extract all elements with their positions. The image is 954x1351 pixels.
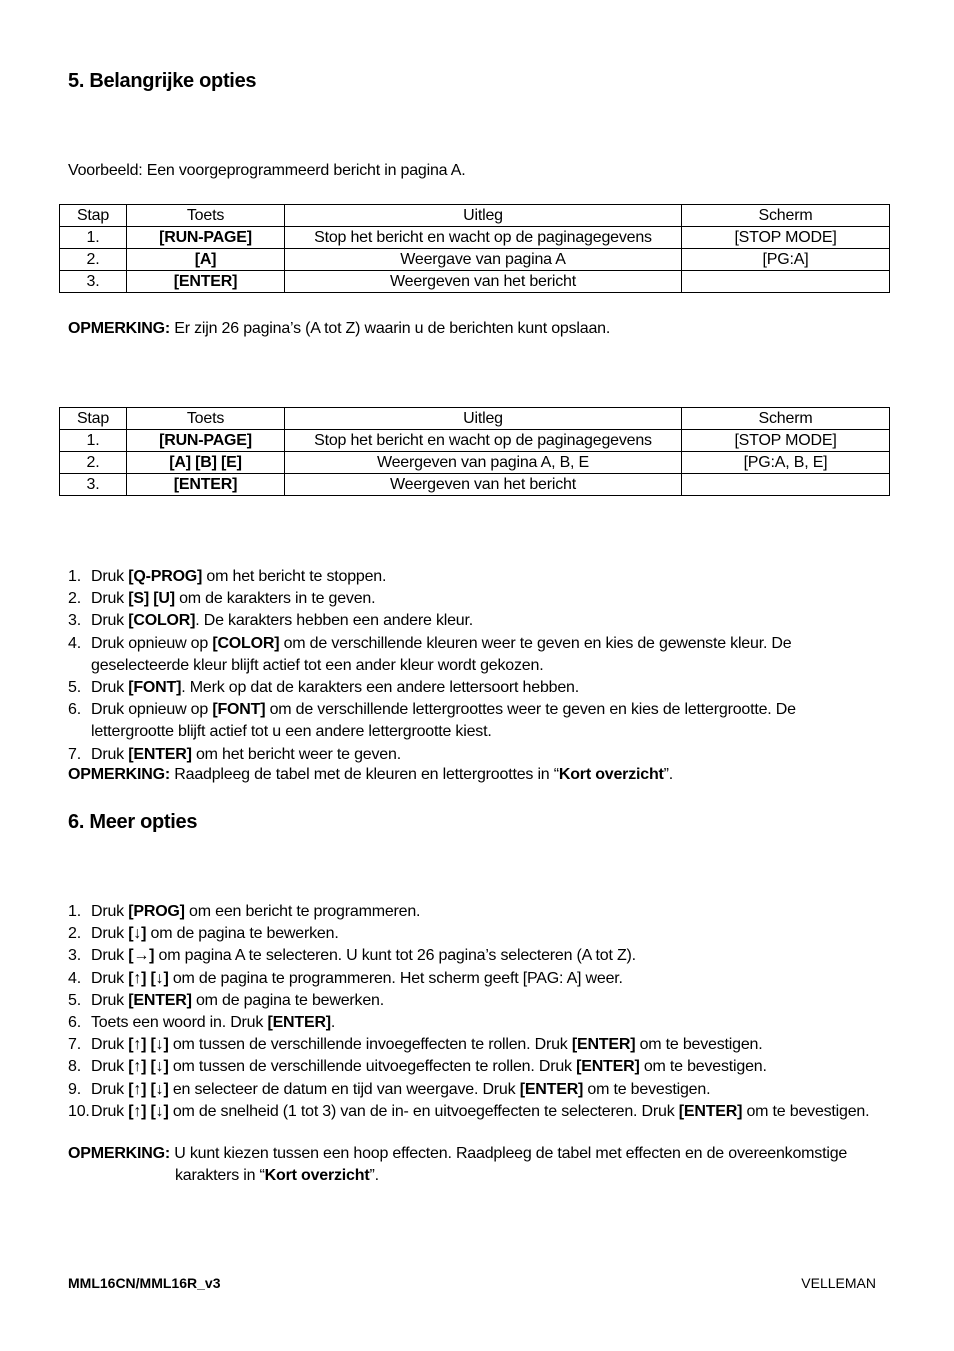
- table-row: [60, 452, 890, 474]
- key-label: [↑] [↓]: [128, 969, 169, 987]
- cell-screen: [682, 271, 890, 293]
- cell-explanation: Weergeven van het bericht: [285, 271, 682, 293]
- cell-explanation: Weergave van pagina A: [285, 249, 682, 271]
- cell-explanation: Weergeven van het bericht: [285, 474, 682, 496]
- table-row: [60, 271, 890, 293]
- list-item: 8. Druk [↑] [↓] om tussen de verschillende uitvoegeffecten te rollen. Druk [ENTER] om te bevestigen.: [68, 1056, 898, 1078]
- cell-screen: [STOP MODE]: [682, 227, 890, 249]
- cell-screen: [682, 474, 890, 496]
- table-row: [60, 474, 890, 496]
- key-label: [COLOR]: [212, 634, 280, 652]
- list-item: 4. Druk opnieuw op [COLOR] om de verschillende kleuren weer te geven en kies de gewenste kleur. De geselecteerde kleur blijft actief tot een ander kleur wordt gekozen.: [68, 634, 792, 674]
- key-label: [FONT]: [212, 701, 266, 719]
- key-label: [Q-PROG]: [128, 568, 203, 585]
- list-number: 3.: [68, 947, 81, 965]
- section-5-steps-list: [68, 566, 898, 766]
- list-item: 7. Druk [ENTER] om het bericht weer te geven.: [68, 744, 898, 766]
- cell-explanation: Stop het bericht en wacht op de paginagegevens: [285, 430, 682, 452]
- list-item: 5. Druk [ENTER] om de pagina te bewerken.: [68, 990, 898, 1012]
- list-number: 6.: [68, 1014, 81, 1032]
- cell-key: [A]: [127, 249, 285, 271]
- key-label: [ENTER]: [678, 1102, 743, 1120]
- header-uitleg: Uitleg: [285, 205, 682, 227]
- list-number: 8.: [68, 1058, 81, 1076]
- key-label: [ENTER]: [267, 1014, 331, 1032]
- list-item: 6. Toets een woord in. Druk [ENTER].: [68, 1012, 898, 1034]
- list-item: 5. Druk [FONT]. Merk op dat de karakters een andere lettersoort hebben.: [68, 677, 898, 699]
- steps-table-1: [59, 204, 890, 293]
- reference-link-text: Kort overzicht: [264, 1167, 370, 1184]
- cell-screen: [STOP MODE]: [682, 430, 890, 452]
- cell-key: [ENTER]: [127, 474, 285, 496]
- key-label: [↑] [↓]: [128, 1058, 169, 1076]
- header-toets: Toets: [127, 205, 285, 227]
- key-label: [→]: [128, 947, 155, 965]
- cell-step: 3.: [60, 271, 127, 293]
- key-label: [↑] [↓]: [128, 1036, 169, 1054]
- note-label: OPMERKING:: [68, 1145, 171, 1162]
- key-label: [PROG]: [128, 903, 185, 920]
- cell-step: 2.: [60, 249, 127, 271]
- list-item: 2. Druk [S] [U] om de karakters in te geven.: [68, 588, 898, 610]
- key-label: [COLOR]: [128, 612, 196, 630]
- table-row: [60, 430, 890, 452]
- key-label: [S] [U]: [128, 590, 175, 608]
- section-6-steps-list: [68, 901, 898, 1123]
- list-item: 10. Druk [↑] [↓] om de snelheid (1 tot 3) van de in- en uitvoegeffecten te selecteren. Druk [ENTER] om te bevestigen.: [68, 1101, 898, 1123]
- cell-step: 1.: [60, 227, 127, 249]
- cell-step: 1.: [60, 430, 127, 452]
- list-number: 7.: [68, 745, 81, 763]
- note-text: Er zijn 26 pagina’s (A tot Z) waarin u de berichten kunt opslaan.: [170, 320, 611, 337]
- list-item: 2. Druk [↓] om de pagina te bewerken.: [68, 923, 898, 945]
- header-scherm: Scherm: [682, 205, 890, 227]
- list-number: 2.: [68, 590, 81, 608]
- cell-step: 3.: [60, 474, 127, 496]
- key-label: [↓]: [128, 925, 147, 943]
- list-number: 1.: [68, 903, 81, 920]
- table-header-row: [60, 408, 890, 430]
- key-label: [FONT]: [128, 679, 182, 697]
- key-label: [ENTER]: [128, 745, 192, 763]
- reference-link-text: Kort overzicht: [558, 766, 664, 783]
- note-3-continuation: karakters in “Kort overzicht”.: [175, 1167, 379, 1184]
- cell-key: [RUN-PAGE]: [127, 227, 285, 249]
- cell-key: [A] [B] [E]: [127, 452, 285, 474]
- footer-brand: VELLEMAN: [801, 1275, 876, 1291]
- note-label: OPMERKING:: [68, 766, 171, 783]
- list-item: 9. Druk [↑] [↓] en selecteer de datum en tijd van weergave. Druk [ENTER] om te bevestigen.: [68, 1079, 898, 1101]
- list-number: 4.: [68, 969, 81, 987]
- footer-model: MML16CN/MML16R_v3: [68, 1275, 221, 1291]
- list-number: 3.: [68, 612, 81, 630]
- list-item: 4. Druk [↑] [↓] om de pagina te programmeren. Het scherm geeft [PAG: A] weer.: [68, 968, 898, 990]
- list-item: 3. Druk [COLOR]. De karakters hebben een andere kleur.: [68, 610, 898, 632]
- cell-screen: [PG:A]: [682, 249, 890, 271]
- table-header-row: [60, 205, 890, 227]
- note-3: OPMERKING: U kunt kiezen tussen een hoop effecten. Raadpleeg de tabel met effecten en de overeenkomstige: [68, 1145, 848, 1162]
- section-6-heading: 6. Meer opties: [68, 811, 198, 833]
- list-number: 6.: [68, 701, 81, 719]
- list-item: 1. Druk [PROG] om een bericht te programmeren.: [68, 901, 898, 923]
- key-label: [↑] [↓]: [128, 1080, 169, 1098]
- list-number: 2.: [68, 925, 81, 943]
- list-number: 4.: [68, 634, 81, 652]
- table-row: [60, 249, 890, 271]
- example-text: Voorbeeld: Een voorgeprogrammeerd bericht in pagina A.: [68, 162, 466, 179]
- key-label: [ENTER]: [571, 1036, 636, 1054]
- list-number: 7.: [68, 1036, 81, 1054]
- header-uitleg: Uitleg: [285, 408, 682, 430]
- key-label: [↑] [↓]: [128, 1102, 169, 1120]
- list-item: 3. Druk [→] om pagina A te selecteren. U kunt tot 26 pagina’s selecteren (A tot Z).: [68, 945, 898, 967]
- cell-key: [ENTER]: [127, 271, 285, 293]
- cell-explanation: Stop het bericht en wacht op de paginagegevens: [285, 227, 682, 249]
- note-2: OPMERKING: Raadpleeg de tabel met de kleuren en lettergroottes in “Kort overzicht”.: [68, 766, 674, 783]
- cell-step: 2.: [60, 452, 127, 474]
- list-item: 7. Druk [↑] [↓] om tussen de verschillende invoegeffecten te rollen. Druk [ENTER] om te bevestigen.: [68, 1034, 898, 1056]
- steps-table-2: [59, 407, 890, 496]
- list-item: 6. Druk opnieuw op [FONT] om de verschillende lettergroottes weer te geven en kies de lettergrootte. De lettergrootte blijft actief tot u een andere lettergrootte kiest.: [68, 701, 796, 741]
- header-toets: Toets: [127, 408, 285, 430]
- key-label: [ENTER]: [576, 1058, 640, 1076]
- list-number: 5.: [68, 991, 81, 1009]
- header-scherm: Scherm: [682, 408, 890, 430]
- note-1: [68, 320, 610, 338]
- list-number: 5.: [68, 679, 81, 697]
- list-number: 9.: [68, 1080, 81, 1098]
- list-number: 1.: [68, 568, 81, 585]
- header-stap: Stap: [60, 205, 127, 227]
- cell-screen: [PG:A, B, E]: [682, 452, 890, 474]
- cell-key: [RUN-PAGE]: [127, 430, 285, 452]
- key-label: [ENTER]: [519, 1080, 584, 1098]
- table-row: [60, 227, 890, 249]
- key-label: [ENTER]: [128, 991, 192, 1009]
- list-number: 10.: [68, 1102, 90, 1120]
- list-item: 1. Druk [Q-PROG] om het bericht te stoppen.: [68, 566, 898, 588]
- header-stap: Stap: [60, 408, 127, 430]
- note-label: OPMERKING:: [68, 320, 171, 337]
- section-5-heading: 5. Belangrijke opties: [68, 70, 257, 92]
- cell-explanation: Weergeven van pagina A, B, E: [285, 452, 682, 474]
